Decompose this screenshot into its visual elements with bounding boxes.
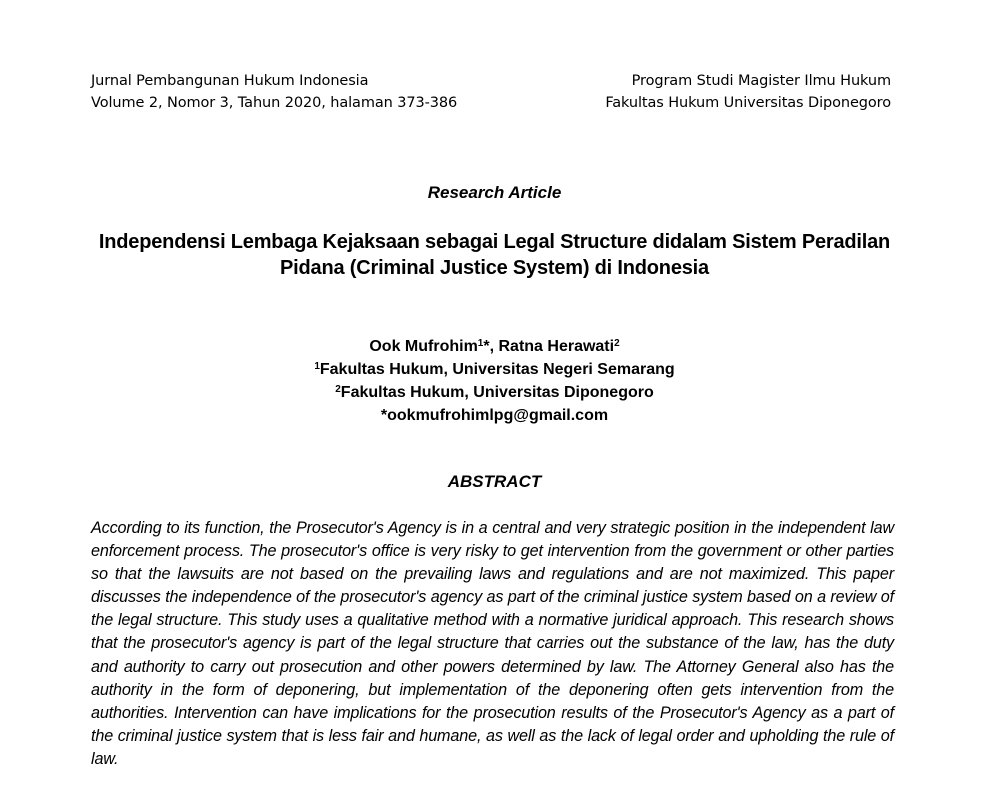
program-name: Program Studi Magister Ilmu Hukum: [631, 73, 891, 89]
author-block: [0, 335, 989, 427]
paper-title-line-2: Pidana (Criminal Justice System) di Indonesia: [280, 257, 709, 279]
affiliation-2-marker: 2: [335, 384, 341, 395]
journal-name: Jurnal Pembangunan Hukum Indonesia: [91, 73, 369, 89]
affiliation-1-text: Fakultas Hukum, Universitas Negeri Semarang: [319, 361, 675, 378]
abstract-text: According to its function, the Prosecutor's Agency is in a central and very strategic position in the independent law enforcement process. The prosecutor's office is very risky to get intervention from the government or other parties so that the lawsuits are not based on the prevailing laws and regulations and are not maximized. This paper discusses the independence of the prosecutor's agency as part of the criminal justice system based on a review of the legal structure. This study uses a qualitative method with a normative juridical approach. This research shows that the prosecutor's agency is part of the legal structure that carries out the substance of the law, has the duty and authority to carry out prosecution and other powers determined by law. The Attorney General also has the authority in the form of deponering, but implementation of the deponering often gets intervention from the authorities. Intervention can have implications for the prosecution results of the Prosecutor's Agency as a part of the criminal justice system that is less fair and humane, as well as the lack of legal order and upholding the rule of law.: [91, 519, 894, 768]
author-1-name: Ook Mufrohim: [369, 338, 478, 355]
abstract-heading: ABSTRACT: [447, 472, 542, 491]
author-2-name: Ratna Herawati: [498, 338, 615, 355]
paper-title: [0, 229, 989, 281]
article-type-label: Research Article: [427, 183, 562, 202]
corresponding-email: *ookmufrohimlpg@gmail.com: [380, 407, 609, 424]
author-names: [0, 335, 989, 358]
journal-header: [91, 70, 891, 114]
journal-info: [91, 70, 457, 114]
author-1-affiliation-marker: 1: [477, 338, 484, 349]
paper-title-line-1: Independensi Lembaga Kejaksaan sebagai Legal Structure didalam Sistem Peradilan: [98, 231, 891, 253]
affiliation-2-text: Fakultas Hukum, Universitas Diponegoro: [340, 384, 654, 401]
institution-info: [605, 70, 891, 114]
corresponding-author-marker: *,: [483, 338, 499, 355]
affiliation-1: [0, 358, 989, 381]
affiliation-2: [0, 381, 989, 404]
author-2-affiliation-marker: 2: [614, 338, 620, 349]
faculty-name: Fakultas Hukum Universitas Diponegoro: [605, 95, 891, 111]
journal-volume-info: Volume 2, Nomor 3, Tahun 2020, halaman 373-386: [91, 95, 458, 111]
affiliation-1-marker: 1: [314, 361, 320, 372]
